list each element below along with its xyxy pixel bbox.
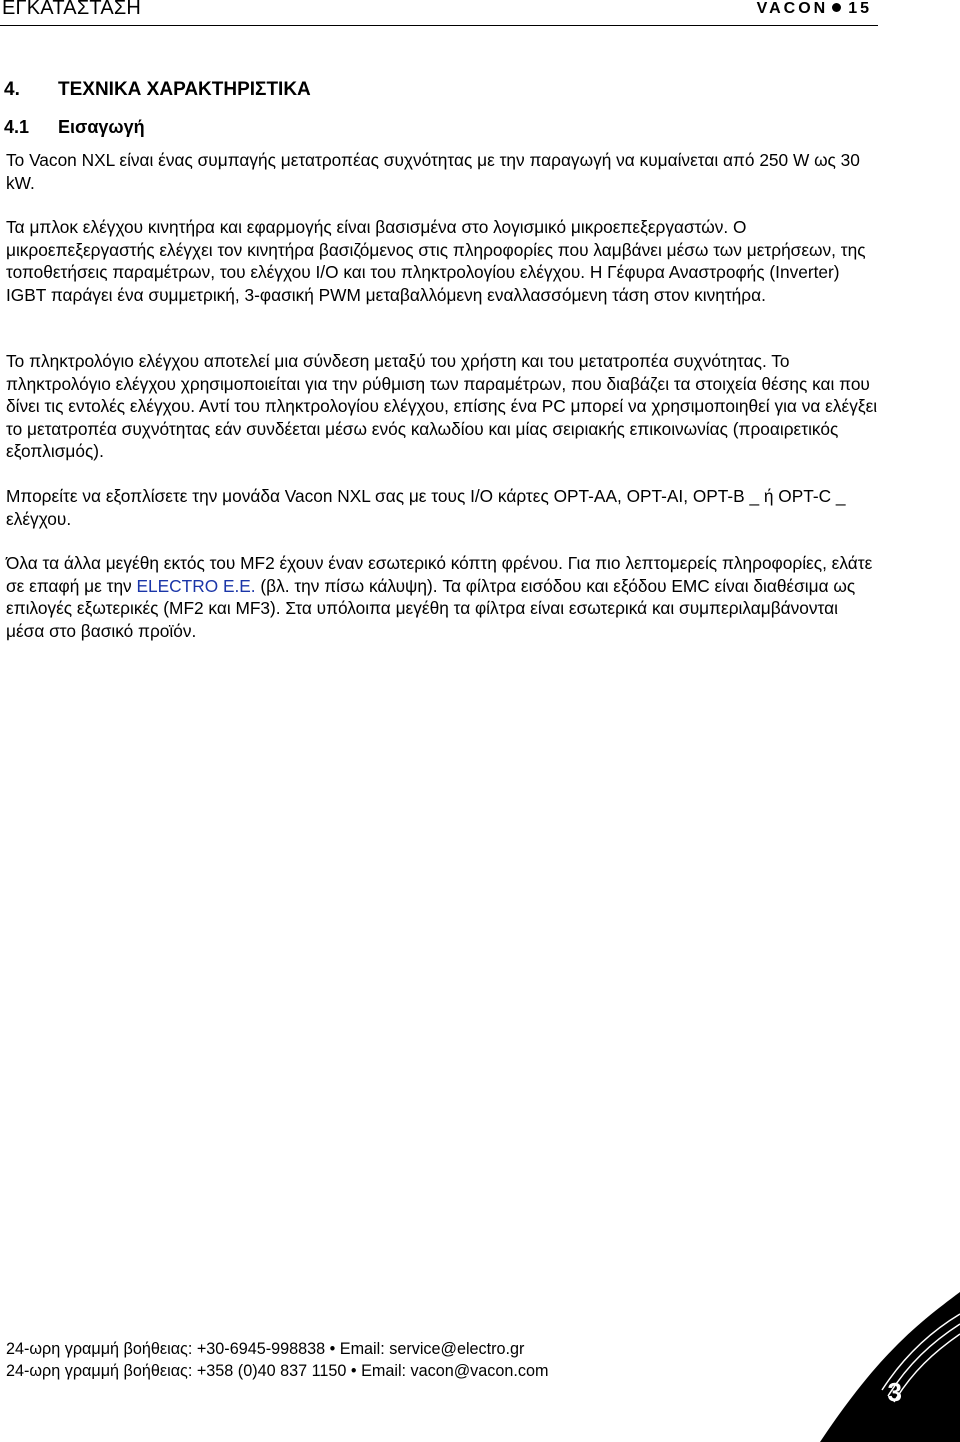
paragraph-brake-text-end: (βλ. την πίσω κάλυψη). Τα φίλτρα εισόδου και εξόδου EMC είναι διαθέσιμα ως επιλογές εξωτερικές (MF2 και MF3). Στα υπόλοιπα μεγέθη τα φίλτρα είναι εσωτερικά και συμπεριλαμβάνονται μέσα στο βασικό προϊόν. bbox=[6, 575, 856, 641]
section-number: 4.1 bbox=[4, 117, 30, 137]
chapter-heading bbox=[4, 79, 311, 101]
paragraph-keypad: Το πληκτρολόγιο ελέγχου αποτελεί μια σύνδεση μεταξύ του χρήστη και του μετατροπέα συχνότητας. Το πληκτρολόγιο ελέγχου χρησιμοποιείται για την ρύθμιση των παραμέτρων, που διαβάζει τα στοιχεία θέσης και που δίνει τις εντολές ελέγχου. Αντί του πληκτρολογίου ελέγχου, επίσης ένα PC μπορεί να χρησιμοποιηθεί για να ελέγξει το μετατροπέα συχνότητας εάν συνδέεται μέσω ενός καλωδίου και μίας σειριακής επικοινωνίας (προαιρετικός εξοπλισμός). bbox=[6, 351, 878, 462]
paragraph-brake-text-start: Όλα τα άλλα μεγέθη εκτός του MF2 έχουν έναν εσωτερικό κόπτη φρένου. Για πιο λεπτομερείς πληροφορίες, ελάτε σε επαφή με την bbox=[6, 553, 873, 596]
paragraph-brake-chopper bbox=[6, 552, 878, 642]
page-header bbox=[0, 0, 878, 26]
paragraph-io-cards: Μπορείτε να εξοπλίσετε την μονάδα Vacon NXL σας με τους I/O κάρτες OPT-AA, OPT-AI, OPT-B _ ή OPT-C _ ελέγχου. bbox=[6, 486, 846, 529]
paragraph-intro: Το Vacon NXL είναι ένας συμπαγής μετατροπέας συχνότητας με την παραγωγή να κυμαίνεται από 250 W ως 30 kW. bbox=[6, 150, 860, 193]
footer-helpline-finland: 24-ωρη γραμμή βοήθειας: +358 (0)40 837 1150 • Email: vacon@vacon.com bbox=[6, 1362, 549, 1380]
header-brand: VACON bbox=[756, 0, 829, 17]
chapter-number: 4. bbox=[4, 79, 20, 100]
chapter-title: ΤΕΧΝΙΚΑ ΧΑΡΑΚΤΗΡΙΣΤΙΚΑ bbox=[58, 79, 311, 100]
electro-link[interactable]: ELECTRO E.E. bbox=[136, 575, 256, 596]
bullet-icon bbox=[832, 3, 841, 12]
footer-helpline-greece: 24-ωρη γραμμή βοήθειας: +30-6945-998838 • Email: service@electro.gr bbox=[6, 1340, 525, 1358]
header-brand-block bbox=[757, 0, 872, 18]
page-number: 3 bbox=[887, 1377, 902, 1407]
corner-swoosh-graphic bbox=[820, 1292, 960, 1442]
header-page-ref: 15 bbox=[848, 0, 872, 17]
section-title: Εισαγωγή bbox=[58, 117, 145, 137]
paragraph-control-blocks: Τα μπλοκ ελέγχου κινητήρα και εφαρμογής είναι βασισμένα στο λογισμικό μικροεπεξεργαστών. Ο μικροεπεξεργαστής ελέγχει τον κινητήρα βασιζόμενος στις πληροφορίες που λαμβάνει μέσω των μετρήσεων, της τοποθετήσεις παραμέτρων, του ελέγχου I/O και του πληκτρολογίου ελέγχου. Η Γέφυρα Αναστροφής (Inverter) IGBT παράγει ένα συμμετρική, 3-φασική PWM μεταβαλλόμενη εναλλασσόμενη τάση στον κινητήρα. bbox=[6, 217, 866, 305]
header-section-title: ΕΓΚΑΤΑΣΤΑΣΗ bbox=[2, 0, 142, 19]
section-heading bbox=[4, 117, 145, 138]
